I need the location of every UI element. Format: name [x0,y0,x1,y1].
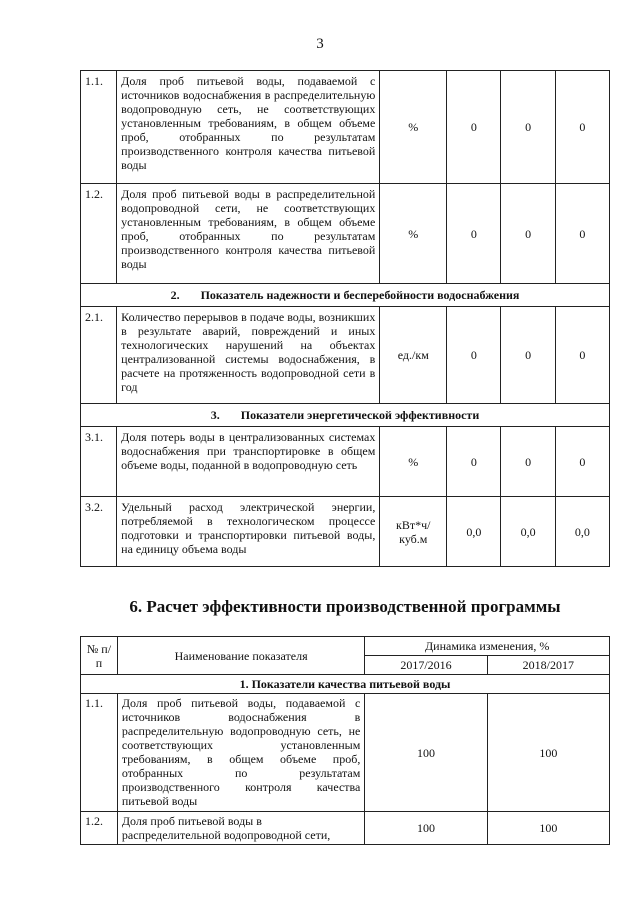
unit-cell: % [380,184,447,284]
row-number: 1.2. [81,184,117,284]
unit-cell: ед./км [380,307,447,404]
value-cell: 0 [501,427,555,497]
row-number: 1.1. [81,694,118,812]
value-cell: 0 [555,307,609,404]
efficiency-table [80,636,610,845]
indicator-name: Доля проб питьевой воды в распределительной водопроводной сети, [117,812,364,845]
section-row [81,404,610,427]
indicator-name: Доля проб питьевой воды в распределительной водопроводной сети, не соответствующих установленным требованиям, в общем объеме проб, отобранных по результатам производственного контроля качества питьевой воды [117,184,380,284]
indicator-name: Доля проб питьевой воды, подаваемой с источников водоснабжения в распределительную водопроводную сеть, не соответствующих установленным требованиям, в общем объеме проб, отобранных по результатам производственного контроля качества питьевой воды [117,71,380,184]
table-row [81,812,610,845]
value-cell: 100 [365,812,487,845]
table-row [81,427,610,497]
value-cell: 0 [555,184,609,284]
indicators-table [80,70,610,567]
header-row [81,637,610,656]
row-number: 1.1. [81,71,117,184]
row-number: 1.2. [81,812,118,845]
unit-cell: % [380,71,447,184]
value-cell: 100 [365,694,487,812]
table-row [81,307,610,404]
value-cell: 0 [501,184,555,284]
year-header: 2018/2017 [487,656,609,675]
table-row [81,694,610,812]
year-header: 2017/2016 [365,656,487,675]
indicator-name: Количество перерывов в подаче воды, возникших в результате аварий, повреждений и иных технологических нарушений на объектах централизованной системы водоснабжения, в расчете на протяженность водопроводной сети в год [117,307,380,404]
value-cell: 100 [487,694,609,812]
row-number: 3.2. [81,497,117,567]
dynamics-header: Динамика изменения, % [365,637,610,656]
value-cell: 0 [447,184,501,284]
table-row [81,184,610,284]
num-header: № п/п [81,637,118,675]
value-cell: 0 [447,71,501,184]
unit-cell: кВт*ч/ куб.м [380,497,447,567]
value-cell: 0 [501,307,555,404]
value-cell: 0 [555,71,609,184]
value-cell: 0 [555,427,609,497]
value-cell: 0,0 [501,497,555,567]
value-cell: 0 [447,307,501,404]
section-heading: 6. Расчет эффективности производственной программы [129,597,561,616]
value-cell: 0,0 [447,497,501,567]
value-cell: 0 [447,427,501,497]
table-row [81,71,610,184]
page-number: 3 [316,36,324,52]
section-title: 1. Показатели качества питьевой воды [81,675,610,694]
value-cell: 0 [501,71,555,184]
table-row [81,497,610,567]
name-header: Наименование показателя [117,637,364,675]
value-cell: 0,0 [555,497,609,567]
row-number: 2.1. [81,307,117,404]
indicator-name: Доля потерь воды в централизованных системах водоснабжения при транспортировке в общем объеме воды, поданной в водопроводную сеть [117,427,380,497]
row-number: 3.1. [81,427,117,497]
section-title: 2. Показатель надежности и бесперебойности водоснабжения [81,284,610,307]
indicator-name: Доля проб питьевой воды, подаваемой с источников водоснабжения в распределительную водопроводную сеть, не соответствующих установленным требованиям, в общем объеме проб, отобранных по результатам производственного контроля качества питьевой воды [117,694,364,812]
value-cell: 100 [487,812,609,845]
indicator-name: Удельный расход электрической энергии, потребляемой в технологическом процессе подготовки и транспортировки питьевой воды, на единицу объема воды [117,497,380,567]
section-row [81,675,610,694]
section-title: 3. Показатели энергетической эффективности [81,404,610,427]
section-row [81,284,610,307]
unit-cell: % [380,427,447,497]
